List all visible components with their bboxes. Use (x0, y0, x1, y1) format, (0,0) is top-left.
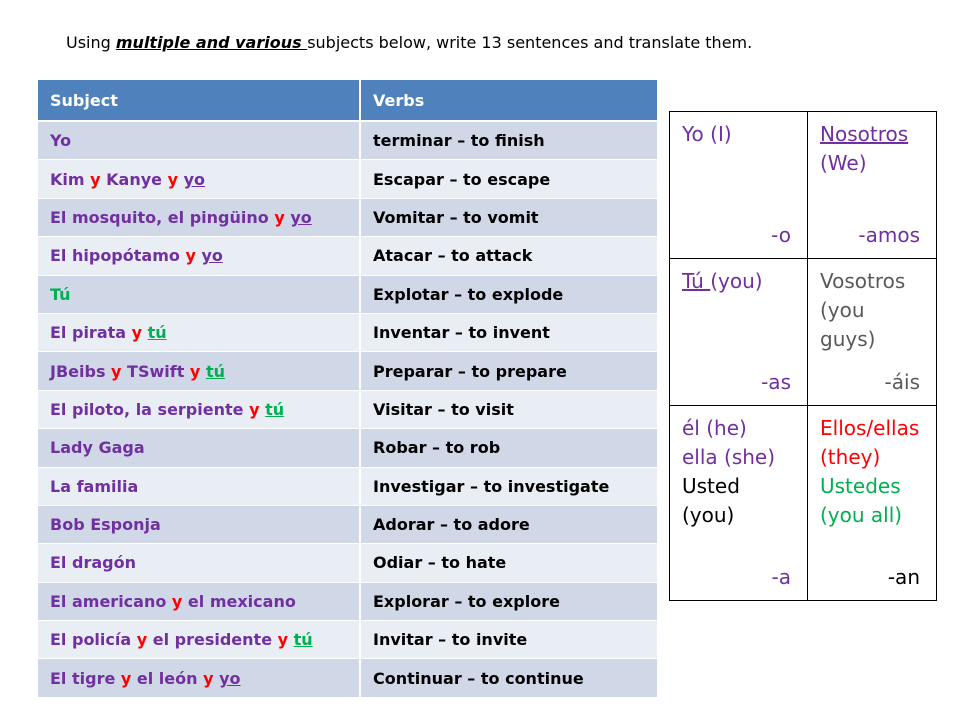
pronoun-yo-label: Yo (I) (682, 122, 732, 146)
subject-segment: El tigre (50, 668, 121, 688)
pronoun-el (670, 406, 808, 601)
verb-cell: Vomitar – to vomit (360, 198, 657, 236)
subject-segment: El dragón (50, 553, 136, 573)
pronoun-tu-label-u: Tú (682, 269, 711, 293)
pronoun-el-line: Usted (682, 474, 740, 498)
subject-segment: y (167, 169, 179, 189)
verb-cell: Investigar – to investigate (360, 467, 657, 505)
subject-segment: El pirata (50, 323, 132, 343)
subject-cell (38, 544, 360, 582)
pronoun-vosotros-line: (you (820, 298, 865, 322)
table-row (38, 121, 657, 160)
verb-cell: Inventar – to invent (360, 313, 657, 351)
subject-cell (38, 582, 360, 620)
verb-cell: Continuar – to continue (360, 659, 657, 697)
pronoun-tu (670, 259, 808, 406)
subject-segment: El piloto, la serpiente (50, 399, 250, 419)
subject-segment: yo (201, 246, 223, 266)
subject-cell (38, 429, 360, 467)
subject-segment: Kanye (100, 169, 168, 189)
subject-segment: y (203, 668, 214, 688)
subject-cell (38, 467, 360, 505)
pronoun-nosotros-label: Nosotros (820, 122, 909, 146)
table-row (38, 582, 657, 620)
subject-segment: TSwift (121, 361, 190, 381)
pronoun-el-line: (you) (682, 503, 735, 527)
subject-segment: El hipopótamo (50, 246, 186, 266)
subject-segment: y (189, 361, 201, 381)
instruction-emphasis: multiple and various (115, 33, 308, 52)
ending-a: -a (771, 565, 791, 589)
subject-segment: y (120, 668, 132, 688)
subject-segment: Yo (50, 131, 72, 151)
subject-cell (38, 121, 360, 160)
verb-cell: terminar – to finish (360, 121, 657, 160)
instruction-pre: Using (66, 33, 116, 52)
pronoun-ellos-line: (they) (820, 445, 881, 469)
verb-cell: Odiar – to hate (360, 544, 657, 582)
header-verbs: Verbs (360, 80, 657, 121)
pronoun-vosotros-line: guys) (820, 327, 876, 351)
subject-segment: tú (293, 630, 313, 650)
verb-cell: Escapar – to escape (360, 160, 657, 198)
verb-cell: Visitar – to visit (360, 390, 657, 428)
instruction-post: subjects below, write 13 sentences and translate them. (307, 33, 753, 52)
verb-cell: Explotar – to explode (360, 275, 657, 313)
subject-segment: y (185, 246, 196, 266)
subject-cell (38, 621, 360, 659)
pronoun-vosotros (808, 259, 937, 406)
subject-segment: El policía (50, 630, 137, 650)
table-row (38, 275, 657, 313)
subject-segment: yo (183, 169, 206, 189)
pronoun-ellos-line: (you all) (820, 503, 903, 527)
subject-cell (38, 198, 360, 236)
table-row (38, 467, 657, 505)
table-body (38, 121, 657, 697)
pronoun-yo (670, 112, 808, 259)
subject-segment: y (249, 399, 260, 419)
subject-cell (38, 390, 360, 428)
subject-segment: yo (290, 207, 312, 227)
subject-segment: yo (219, 668, 241, 688)
subject-segment: y (111, 361, 122, 381)
subject-segment: el mexicano (182, 591, 296, 611)
subject-cell (38, 505, 360, 543)
pronoun-ellos-line: Ellos/ellas (820, 416, 920, 440)
ending-o: -o (771, 223, 791, 247)
subject-segment: Lady Gaga (50, 438, 145, 458)
verb-cell: Preparar – to prepare (360, 352, 657, 390)
subject-segment: el presidente (147, 630, 278, 650)
table-row (38, 198, 657, 236)
subject-cell (38, 313, 360, 351)
ending-ais: -áis (884, 370, 920, 394)
table-row (38, 160, 657, 198)
pronoun-nosotros-sub: (We) (820, 151, 867, 175)
subject-segment: Tú (50, 284, 71, 304)
subject-segment: Kim (50, 169, 91, 189)
subject-segment: el león (131, 668, 204, 688)
verb-cell: Robar – to rob (360, 429, 657, 467)
subject-segment: JBeibs (50, 361, 112, 381)
subject-segment: El americano (50, 591, 172, 611)
subject-segment: y (90, 169, 101, 189)
subject-segment: y (131, 323, 143, 343)
subject-cell (38, 352, 360, 390)
subject-segment: tú (265, 399, 285, 419)
subject-cell (38, 275, 360, 313)
subject-segment: tú (205, 361, 225, 381)
table-row (38, 352, 657, 390)
subject-cell (38, 237, 360, 275)
verb-cell: Atacar – to attack (360, 237, 657, 275)
verb-cell: Adorar – to adore (360, 505, 657, 543)
subject-segment: El mosquito, el pingüino (50, 207, 275, 227)
table-row (38, 659, 657, 697)
pronoun-el-line: ella (she) (682, 445, 776, 469)
subject-segment: Bob Esponja (50, 515, 161, 535)
header-subject: Subject (38, 80, 360, 121)
pronoun-tu-label: (you) (710, 269, 763, 293)
table-row (38, 544, 657, 582)
pronoun-vosotros-line: Vosotros (820, 269, 906, 293)
ending-amos: -amos (858, 223, 920, 247)
pronoun-el-line: él (he) (682, 416, 747, 440)
table-row (38, 390, 657, 428)
instruction-text (66, 33, 752, 52)
pronoun-ellos-line: Ustedes (820, 474, 901, 498)
subject-segment: tú (147, 323, 167, 343)
subject-cell (38, 160, 360, 198)
subject-cell (38, 659, 360, 697)
verb-cell: Invitar – to invite (360, 621, 657, 659)
pronoun-nosotros (808, 112, 937, 259)
table-row (38, 429, 657, 467)
ending-as: -as (761, 370, 791, 394)
table-row (38, 237, 657, 275)
subject-segment: La familia (50, 476, 139, 496)
table-row (38, 313, 657, 351)
subject-segment: y (171, 591, 183, 611)
table-row (38, 505, 657, 543)
subject-segment: y (136, 630, 148, 650)
table-row (38, 621, 657, 659)
ending-an: -an (887, 565, 920, 589)
verb-cell: Explorar – to explore (360, 582, 657, 620)
table-header-row (38, 80, 657, 121)
subject-segment: y (277, 630, 289, 650)
subject-verb-table (38, 80, 657, 698)
pronoun-grid (669, 111, 937, 601)
pronoun-ellos (808, 406, 937, 601)
subject-segment: y (274, 207, 285, 227)
